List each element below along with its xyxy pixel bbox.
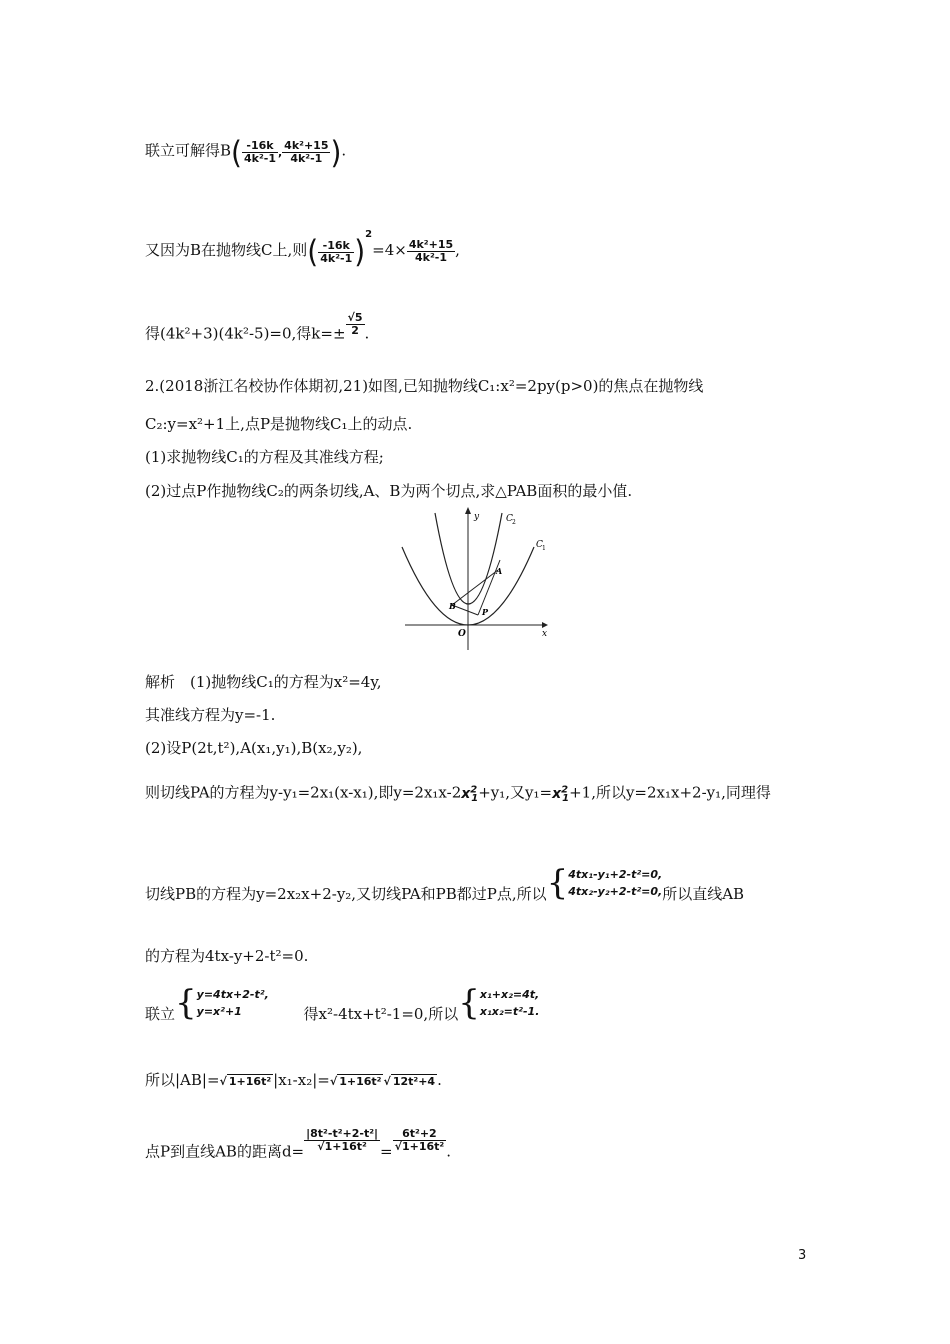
solution-line-2: 又因为B在抛物线C上,则( $\frac{-16k}{\text{4k²-1}}$ )$^2$=4× $\frac{\text{4k²+15}}{\text{4k²-1}}$ , [145, 229, 460, 270]
text: 则切线PA的方程为y-y₁=2x₁(x-x₁),即y=2x₁x-2 [145, 783, 462, 802]
solution-tangent-pb: 切线PB的方程为y=2x₂x+2-y₂,又切线PA和PB都过P点,所以{ 4tx₁-y₁+2-t²=0, 4tx₂-y₂+2-t²=0, 所以直线AB [145, 863, 745, 903]
point-b-coordinates: ( $\frac{-16k}{\text{4k²-1}}$ , $\frac{\text{4k²+15}}{\text{4k²-1}}$ ) [231, 133, 342, 171]
x1-squared: $x^2_1$ [461, 784, 479, 805]
radicand: 1+16t² [228, 1075, 272, 1088]
label-c1-sub: 1 [542, 545, 546, 552]
solution-part-1: 解析 (1)抛物线C₁的方程为x²=4y, [145, 673, 382, 691]
problem-2-line-2: C₂:y=x²+1上,点P是抛物线C₁上的动点. [145, 415, 413, 433]
x1-squared: $x^2_1$ [552, 784, 570, 805]
problem-2-line-1: 2.(2018浙江名校协作体期初,21)如图,已知抛物线C₁:x²=2py(p>0)的焦点在抛物线 [145, 377, 704, 395]
system-eq: x₁x₂=t²-1. [479, 1005, 540, 1018]
system-2 [480, 986, 540, 1020]
fraction [407, 239, 455, 264]
text: |x₁-x₂|= [273, 1071, 330, 1089]
frac-num: -16k [242, 140, 278, 153]
fraction [304, 1128, 380, 1153]
frac-den: 4k²-1 [320, 251, 353, 265]
solution-line-ab: 的方程为4tx-y+2-t²=0. [145, 947, 309, 965]
text: 所以直线AB [662, 885, 745, 903]
frac-den: 4k²-1 [414, 250, 447, 264]
solution-line-3: 得(4k²+3)(4k²-5)=0,得k=± $\frac{√5}{2}$ . [145, 311, 370, 343]
text: 联立 [145, 1005, 176, 1023]
system-eq: y=4tx+2-t², [196, 988, 269, 1001]
text: = [380, 1142, 393, 1161]
label-a: A [496, 566, 503, 576]
label-x: x [542, 629, 548, 639]
solution-tangent-pa [145, 780, 771, 809]
text: 得x²-4tx+t²-1=0,所以 [303, 1005, 459, 1023]
radicand: 12t²+4 [392, 1075, 436, 1088]
text: . [446, 1142, 451, 1161]
label-y: y [474, 512, 480, 522]
label-c2-sub: 2 [512, 519, 516, 526]
problem-2-part-2: (2)过点P作抛物线C₂的两条切线,A、B为两个切点,求△PAB面积的最小值. [145, 482, 633, 500]
label-c2: C [506, 514, 513, 524]
solution-directrix: 其准线方程为y=-1. [145, 706, 276, 724]
frac-den: 2 [351, 324, 359, 337]
system-eq: y=x²+1 [196, 1005, 242, 1018]
label-p: P [482, 607, 489, 617]
frac-den: √1+16t² [317, 1140, 367, 1153]
frac-num: |8t²-t²+2-t²| [306, 1127, 379, 1140]
solution-part-2: (2)设P(2t,t²),A(x₁,y₁),B(x₂,y₂), [145, 739, 363, 757]
fraction [393, 1128, 447, 1153]
frac-den: 4k²-1 [290, 152, 323, 165]
text: 又因为B在抛物线C上,则 [145, 241, 308, 259]
text: =4× [372, 241, 407, 259]
sqrt: √ 12t²+4 [383, 1075, 436, 1088]
text: +1,所以y=2x₁x+2-y₁,同理得 [569, 783, 771, 802]
problem-2-part-1: (1)求抛物线C₁的方程及其准线方程; [145, 448, 384, 466]
system-eq: x₁+x₂=4t, [479, 988, 540, 1001]
label-b: B [449, 601, 456, 611]
system-1 [197, 986, 269, 1020]
solution-ab-length [145, 1070, 442, 1092]
radicand: 1+16t² [339, 1075, 382, 1088]
frac-den: √1+16t² [394, 1140, 445, 1153]
text: 点P到直线AB的距离d= [145, 1142, 305, 1161]
sqrt: √ 1+16t² [219, 1075, 272, 1088]
frac-num: -16k [318, 240, 354, 253]
frac-num: 4k²+15 [408, 237, 454, 251]
tangent-pb [452, 605, 478, 615]
solution-line-1: 联立可解得B( $\frac{-16k}{\text{4k²-1}}$ , $\frac{\text{4k²+15}}{\text{4k²-1}}$ ). [145, 133, 347, 171]
parabola-figure [400, 505, 555, 655]
x-axis-arrow [542, 622, 548, 628]
text: 联立可解得B [145, 141, 232, 160]
equation: ( $\frac{-16k}{\text{4k²-1}}$ )$^2$ [307, 229, 373, 270]
frac-num: 6t²+2 [393, 1128, 447, 1141]
y-axis-arrow [465, 507, 471, 514]
text: 切线PB的方程为y=2x₂x+2-y₂,又切线PA和PB都过P点,所以 [145, 885, 547, 903]
frac-num: 4k²+15 [284, 139, 329, 152]
text: 所以|AB|= [145, 1071, 220, 1089]
text: 得(4k²+3)(4k²-5)=0,得k=± [145, 324, 346, 343]
frac-den: 4k²-1 [243, 152, 276, 165]
system-eq: 4tx₁-y₁+2-t²=0, [568, 868, 663, 881]
solution-distance [145, 1128, 451, 1162]
solution-simultaneous: 联立{ y=4tx+2-t², y=x²+1 得x²-4tx+t²-1=0,所以{ x₁+x₂=4t, x₁x₂=t²-1. [145, 983, 540, 1023]
frac-num: √5 [347, 311, 363, 324]
text: . [437, 1071, 442, 1089]
sqrt: √ 1+16t² [329, 1075, 382, 1088]
page-number: 3 [798, 1248, 807, 1263]
text: +y₁,又y₁= [478, 783, 553, 802]
label-c1: C [536, 540, 543, 550]
system-pa-pb [568, 866, 662, 900]
system-eq: 4tx₂-y₂+2-t²=0, [568, 885, 663, 898]
fraction [346, 312, 365, 337]
label-origin: O [458, 629, 466, 639]
